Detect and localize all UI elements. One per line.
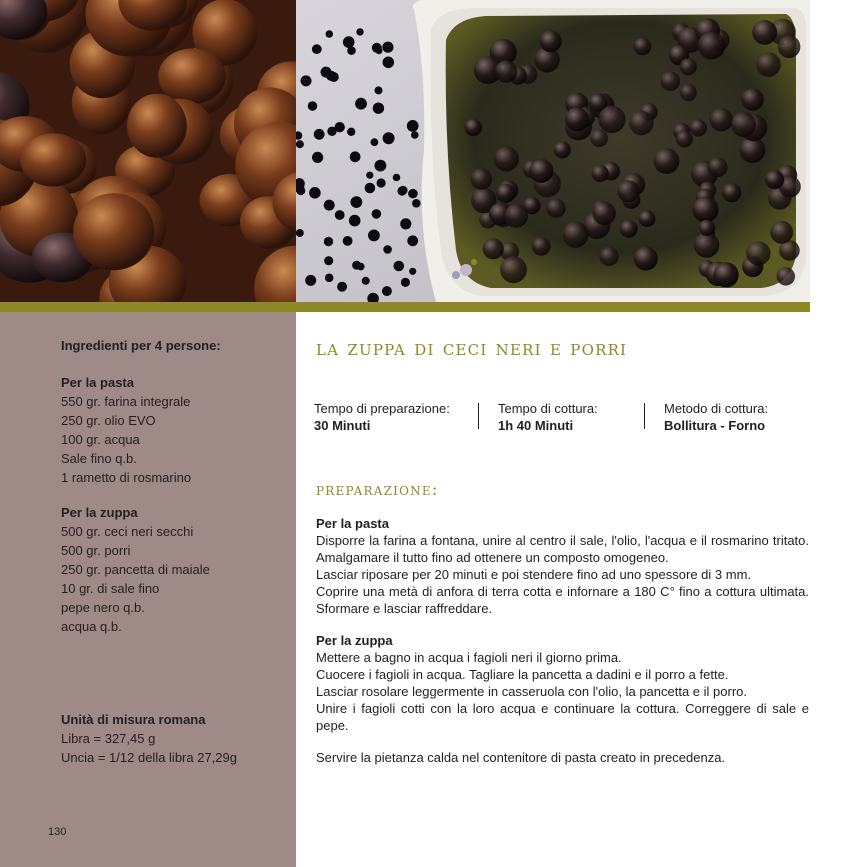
ingredient-item: pepe nero q.b. <box>61 600 145 615</box>
instruction-line: Mettere a bagno in acqua i fagioli neri il giorno prima. <box>316 650 622 665</box>
page-number: 130 <box>48 826 67 838</box>
unit-item: Uncia = 1/12 della libra 27,29g <box>61 750 237 765</box>
ingredient-item: 1 rametto di rosmarino <box>61 470 192 485</box>
cook-method-label: Metodo di cottura: <box>664 401 769 416</box>
ingredient-item: Sale fino q.b. <box>61 451 137 466</box>
zuppa-instructions <box>316 632 809 734</box>
preparation-heading: preparazione: <box>316 480 439 500</box>
prep-time-value: 30 Minuti <box>314 418 371 433</box>
ingredient-item: 10 gr. di sale fino <box>61 581 160 596</box>
pasta-instructions <box>316 515 809 617</box>
pasta-instructions-heading: Per la pasta <box>316 516 389 531</box>
zuppa-instructions-heading: Per la zuppa <box>316 633 393 648</box>
ingredient-item: 550 gr. farina integrale <box>61 394 191 409</box>
info-divider <box>478 403 479 429</box>
cook-time-label: Tempo di cottura: <box>498 401 598 416</box>
prep-time-label: Tempo di preparazione: <box>314 401 450 416</box>
ingredient-item: 250 gr. pancetta di maiale <box>61 562 210 577</box>
instruction-line: Lasciar riposare per 20 minuti e poi stendere fino ad uno spessore di 3 mm. <box>316 567 752 582</box>
serving-note: Servire la pietanza calda nel contenitore di pasta creato in precedenza. <box>316 750 726 765</box>
cook-method <box>664 400 768 434</box>
roman-units <box>61 710 237 767</box>
zuppa-ingredients <box>61 503 210 636</box>
pasta-ingredients-heading: Per la pasta <box>61 375 134 390</box>
instruction-line: Unire i fagioli cotti con la loro acqua e continuare la cottura. Correggere di sale e pepe. <box>316 701 809 733</box>
instruction-line: Disporre la farina a fontana, unire al centro il sale, l'olio, l'acqua e il rosmarino tritato. Amalgamare il tutto fino ad ottenere un composto omogeneo. <box>316 533 809 565</box>
recipe-info-row <box>314 400 814 436</box>
accent-divider-bar <box>0 302 810 312</box>
cook-method-value: Bollitura - Forno <box>664 418 766 433</box>
page-title: la zuppa di ceci neri e porri <box>316 336 628 361</box>
instruction-line: Lasciar rosolare leggermente in casseruola con l'olio, la pancetta e il porro. <box>316 684 747 699</box>
unit-item: Libra = 327,45 g <box>61 731 156 746</box>
ingredients-heading: Ingredienti per 4 persone: <box>61 338 221 353</box>
pasta-ingredients <box>61 373 191 487</box>
soup-bowl-photo <box>296 0 810 302</box>
ingredient-item: 500 gr. porri <box>61 543 131 558</box>
ingredient-item: 250 gr. olio EVO <box>61 413 156 428</box>
ingredient-item: acqua q.b. <box>61 619 122 634</box>
prep-time <box>314 400 450 434</box>
instruction-line: Cuocere i fagioli in acqua. Tagliare la pancetta a dadini e il porro a fette. <box>316 667 729 682</box>
ingredient-item: 500 gr. ceci neri secchi <box>61 524 194 539</box>
instruction-line: Coprire una metà di anfora di terra cotta e infornare a 180 C° fino a cottura ultimata. Sformare e lasciar raffreddare. <box>316 584 809 616</box>
info-divider <box>644 403 645 429</box>
ingredient-item: 100 gr. acqua <box>61 432 140 447</box>
cook-time <box>498 400 598 434</box>
cook-time-value: 1h 40 Minuti <box>498 418 574 433</box>
chickpeas-closeup-photo <box>0 0 296 302</box>
roman-units-heading: Unità di misura romana <box>61 712 206 727</box>
zuppa-ingredients-heading: Per la zuppa <box>61 505 138 520</box>
